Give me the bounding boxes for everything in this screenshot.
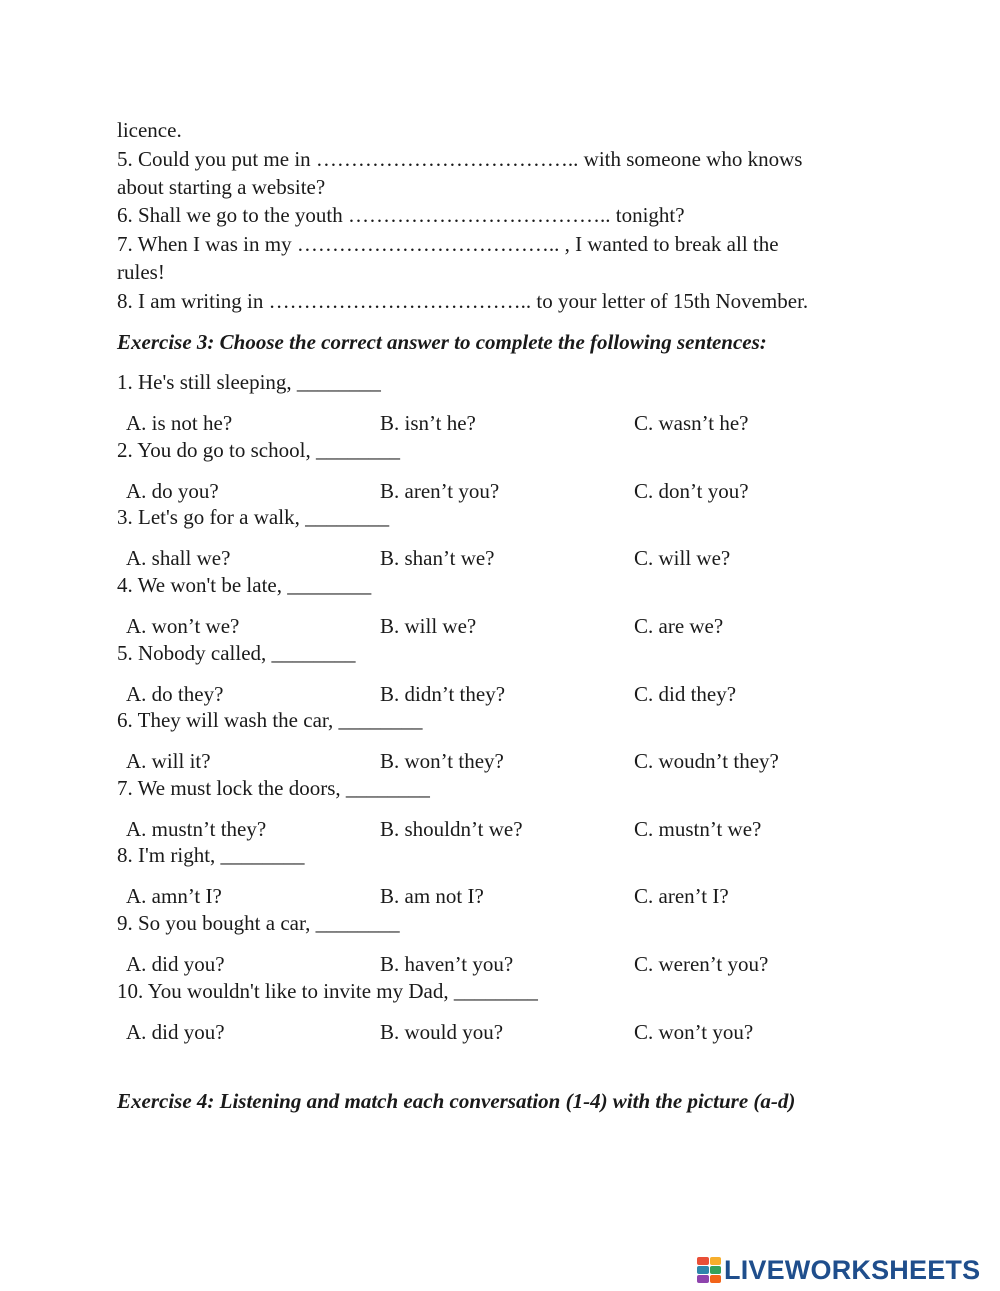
- logo-block: [710, 1257, 722, 1265]
- question-10: 10. You wouldn't like to invite my Dad, ________: [117, 979, 538, 1003]
- option-2c[interactable]: C. don’t you?: [634, 479, 749, 503]
- option-4a[interactable]: A. won’t we?: [126, 614, 240, 638]
- option-9c[interactable]: C. weren’t you?: [634, 952, 769, 976]
- option-9b[interactable]: B. haven’t you?: [380, 952, 514, 976]
- liveworksheets-logo: [697, 1255, 980, 1285]
- option-6b[interactable]: B. won’t they?: [380, 749, 504, 773]
- sentence-8: 8. I am writing in ……………………………….. to your letter of 15th November.: [117, 289, 809, 313]
- option-7b[interactable]: B. shouldn’t we?: [380, 817, 523, 841]
- question-7: 7. We must lock the doors, ________: [117, 776, 430, 800]
- option-1c[interactable]: C. wasn’t he?: [634, 411, 749, 435]
- logo-block: [710, 1275, 722, 1283]
- logo-block: [697, 1257, 709, 1265]
- option-6c[interactable]: C. woudn’t they?: [634, 749, 779, 773]
- sentence-6: 6. Shall we go to the youth ……………………………….. tonight?: [117, 203, 685, 227]
- option-8c[interactable]: C. aren’t I?: [634, 884, 729, 908]
- option-4c[interactable]: C. are we?: [634, 614, 724, 638]
- option-10b[interactable]: B. would you?: [380, 1020, 504, 1044]
- question-3: 3. Let's go for a walk, ________: [117, 505, 390, 529]
- option-7a[interactable]: A. mustn’t they?: [126, 817, 267, 841]
- option-3b[interactable]: B. shan’t we?: [380, 546, 495, 570]
- question-2: 2. You do go to school, ________: [117, 438, 400, 462]
- option-10a[interactable]: A. did you?: [126, 1020, 225, 1044]
- logo-text: LIVEWORKSHEETS: [724, 1254, 981, 1285]
- question-5: 5. Nobody called, ________: [117, 641, 356, 665]
- option-2b[interactable]: B. aren’t you?: [380, 479, 500, 503]
- question-9: 9. So you bought a car, ________: [117, 911, 400, 935]
- logo-block: [710, 1266, 722, 1274]
- logo-block: [697, 1275, 709, 1283]
- text-line-licence: licence.: [117, 118, 182, 142]
- option-1b[interactable]: B. isn’t he?: [380, 411, 476, 435]
- sentence-7: 7. When I was in my ……………………………….. , I wanted to break all the: [117, 232, 779, 256]
- option-6a[interactable]: A. will it?: [126, 749, 211, 773]
- question-4: 4. We won't be late, ________: [117, 573, 372, 597]
- logo-block: [697, 1266, 709, 1274]
- option-7c[interactable]: C. mustn’t we?: [634, 817, 762, 841]
- option-8a[interactable]: A. amn’t I?: [126, 884, 222, 908]
- option-5a[interactable]: A. do they?: [126, 682, 224, 706]
- question-8: 8. I'm right, ________: [117, 843, 305, 867]
- option-8b[interactable]: B. am not I?: [380, 884, 484, 908]
- option-9a[interactable]: A. did you?: [126, 952, 225, 976]
- sentence-5: 5. Could you put me in ……………………………….. with someone who knows: [117, 147, 803, 171]
- option-1a[interactable]: A. is not he?: [126, 411, 233, 435]
- option-10c[interactable]: C. won’t you?: [634, 1020, 754, 1044]
- option-2a[interactable]: A. do you?: [126, 479, 219, 503]
- exercise-3-heading: Exercise 3: Choose the correct answer to complete the following sentences:: [117, 330, 767, 354]
- option-5c[interactable]: C. did they?: [634, 682, 737, 706]
- option-5b[interactable]: B. didn’t they?: [380, 682, 506, 706]
- exercise-4-heading: Exercise 4: Listening and match each conversation (1-4) with the picture (a-d): [117, 1089, 796, 1113]
- sentence-7-cont: rules!: [117, 260, 165, 284]
- question-6: 6. They will wash the car, ________: [117, 708, 423, 732]
- question-1: 1. He's still sleeping, ________: [117, 370, 381, 394]
- logo-blocks-icon: [697, 1257, 721, 1283]
- option-3c[interactable]: C. will we?: [634, 546, 731, 570]
- option-3a[interactable]: A. shall we?: [126, 546, 231, 570]
- sentence-5-cont: about starting a website?: [117, 175, 326, 199]
- option-4b[interactable]: B. will we?: [380, 614, 477, 638]
